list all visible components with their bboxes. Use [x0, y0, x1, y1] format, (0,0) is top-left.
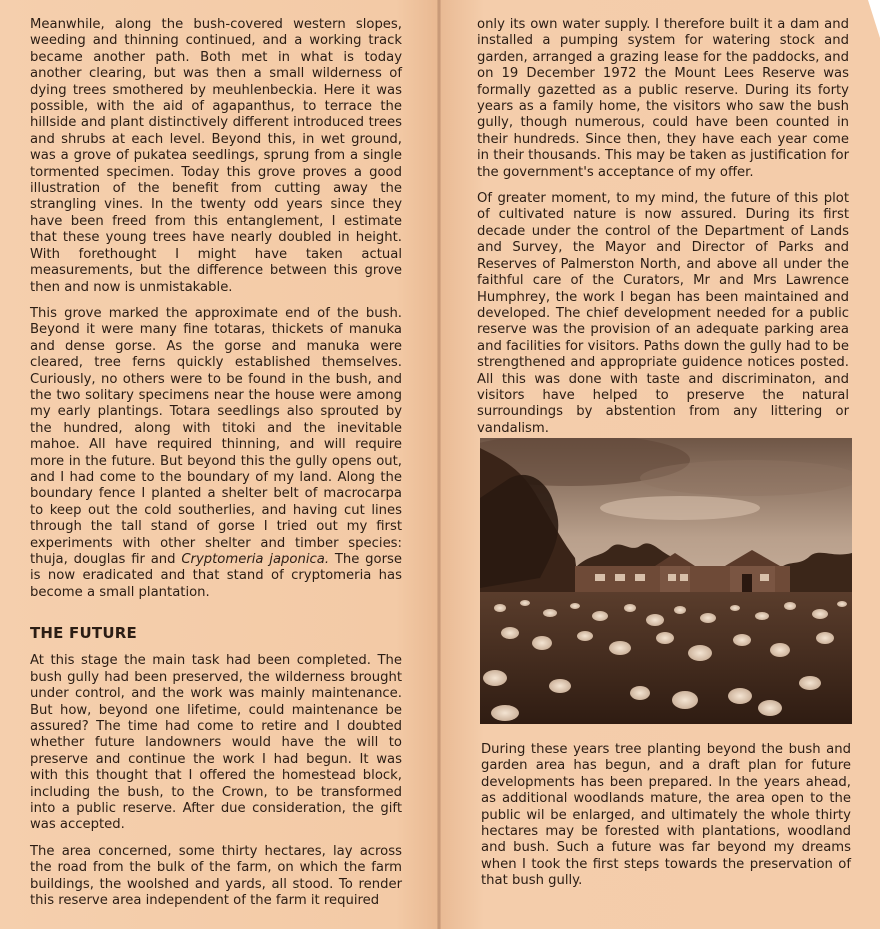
paragraph: At this stage the main task had been completed. The bush gully had been preserved, the wilderness brought under control, and the work was mainly maintenance. But how, beyond one lifetime, could maintenance be assured? The time had come to retire and I doubted whether future landowners would have the will to preserve and continue the work I had begun. It was with this thought that I offered the homestead block, including the bush, to the Crown, to be transformed into a public reserve. After due consideration, the gift was accepted.: [30, 653, 402, 833]
section-heading: THE FUTURE: [30, 624, 137, 642]
page-corner: [868, 0, 880, 38]
paragraph: The area concerned, some thirty hectares, lay across the road from the bulk of the farm, on which the farm buildings, the woolshed and yards, all stood. To render this reserve area independent of the farm it required: [30, 843, 402, 909]
paragraph: During these years tree planting beyond the bush and garden area has begun, and a draft plan for future developments has been prepared. In the years ahead, as additional woodlands mature, the area open to the public wil be enlarged, and ultimately the whole thirty hectares may be forested with plantations, woodland and bush. Such a future was far beyond my dreams when I took the first steps towards the preservation of that bush gully.: [481, 742, 851, 889]
paragraph: Meanwhile, along the bush-covered western slopes, weeding and thinning continued, and a working track became another path. Both met in what is today another clearing, but was then a small wilderness of dying trees smothered by meuhlenbeckia. Here it was possible, with the aid of agapanthus, to terrace the hillside and plant distinctively different introduced trees and shrubs at each level. Beyond this, in wet ground, was a grove of pukatea seedlings, sprung from a single tormented specimen. Today this grove proves a good illustration of the benefit from cutting away the strangling vines. In the twenty odd years since they have been freed from this entanglement, I estimate that these young trees have nearly doubled in height. With forethought I might have taken actual measurements, but the difference between this grove then and now is unmistakable.: [30, 17, 402, 295]
paragraph: only its own water supply. I therefore built it a dam and installed a pumping system for watering stock and garden, arranged a grazing lease for the paddocks, and on 19 December 1972 the Mount Lees Reserve was formally gazetted as a public reserve. During its forty years as a family home, the visitors who saw the bush gully, though numerous, could have been counted in their hundreds. Since then, they have each year come in their thousands. This may be taken as justification for the government's acceptance of my offer.: [477, 17, 849, 180]
book-spine: [437, 0, 441, 929]
paragraph-text: This grove marked the approximate end of the bush. Beyond it were many fine totaras, thickets of manuka and dense gorse. As the gorse and manuka were cleared, tree ferns quickly established themselves. Curiously, no others were to be found in the bush, and the two solitary specimens near the house were among my early plantings. Totara seedlings also sprouted by the hundred, along with titoki and the inevitable mahoe. All have required thinning, and will require more in the future. But beyond this the gully opens out, and I had come to the boundary of my land. Along the boundary fence I planted a shelter belt of macrocarpa to keep out the cold southerlies, and having cut lines through the tall stand of gorse I tried out my first experiments with other shelter and timber species: thuja, douglas fir and: [30, 305, 402, 567]
species-name: Cryptomeria japonica.: [181, 552, 330, 567]
left-column-top: [30, 17, 402, 611]
right-column-top: [477, 17, 849, 447]
paragraph: [30, 306, 402, 601]
paragraph-text: The gorse is now eradicated and that stand of cryptomeria has become a small plantation.: [30, 552, 402, 600]
paragraph: Of greater moment, to my mind, the future of this plot of cultivated nature is now assured. During its first decade under the control of the Department of Lands and Survey, the Mayor and Director of Parks and Reserves of Palmerston North, and above all under the faithful care of the Curators, Mr and Mrs Lawrence Humphrey, the work I began has been maintained and developed. The chief development needed for a public reserve was the provision of an adequate parking area and facilities for visitors. Paths down the gully had to be strengthened and appropriate guidence notices posted. All this was done with taste and discriminaton, and visitors have helped to preserve the natural surroundings by abstention from any littering or vandalism.: [477, 191, 849, 436]
right-column-bottom: [481, 742, 851, 900]
left-column-bottom: [30, 625, 402, 920]
homestead-photo: [480, 438, 852, 724]
